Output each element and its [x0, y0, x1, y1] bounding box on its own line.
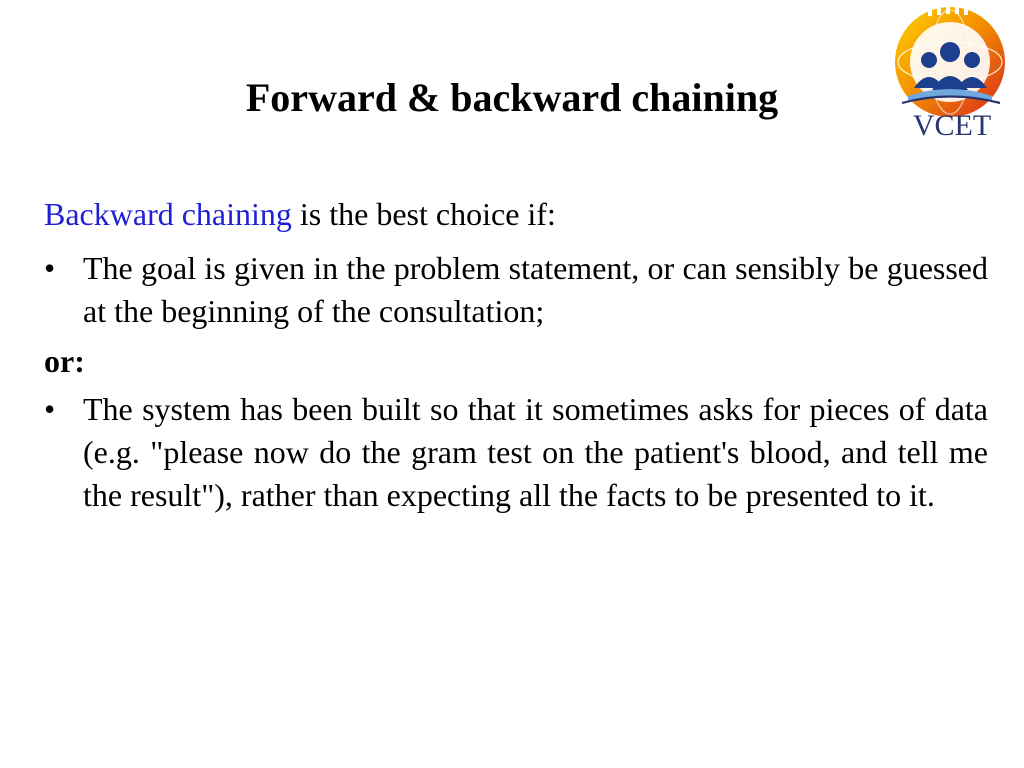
bullet-item-2	[44, 388, 988, 517]
slide-title: Forward & backward chaining	[245, 75, 779, 120]
college-logo	[880, 4, 1024, 140]
bullet-icon: •	[44, 391, 56, 427]
intro-line	[44, 193, 988, 236]
slide-body	[44, 193, 988, 517]
bullet-text-1: The goal is given in the problem statement, or can sensibly be guessed at the beginning of the consultation;	[83, 250, 988, 329]
or-separator: or:	[44, 343, 85, 379]
logo-text: VCET	[912, 109, 992, 140]
bullet-text-2: The system has been built so that it sometimes asks for pieces of data (e.g. "please now do the gram test on the patient's blood, and tell me the result"), rather than expecting all the facts to be presented to it.	[83, 391, 988, 513]
highlighted-term: Backward chaining	[44, 196, 292, 232]
college-logo-icon	[880, 4, 1024, 140]
intro-text: is the best choice if:	[291, 196, 556, 232]
bullet-item-1	[44, 247, 988, 333]
bullet-icon: •	[44, 250, 56, 286]
